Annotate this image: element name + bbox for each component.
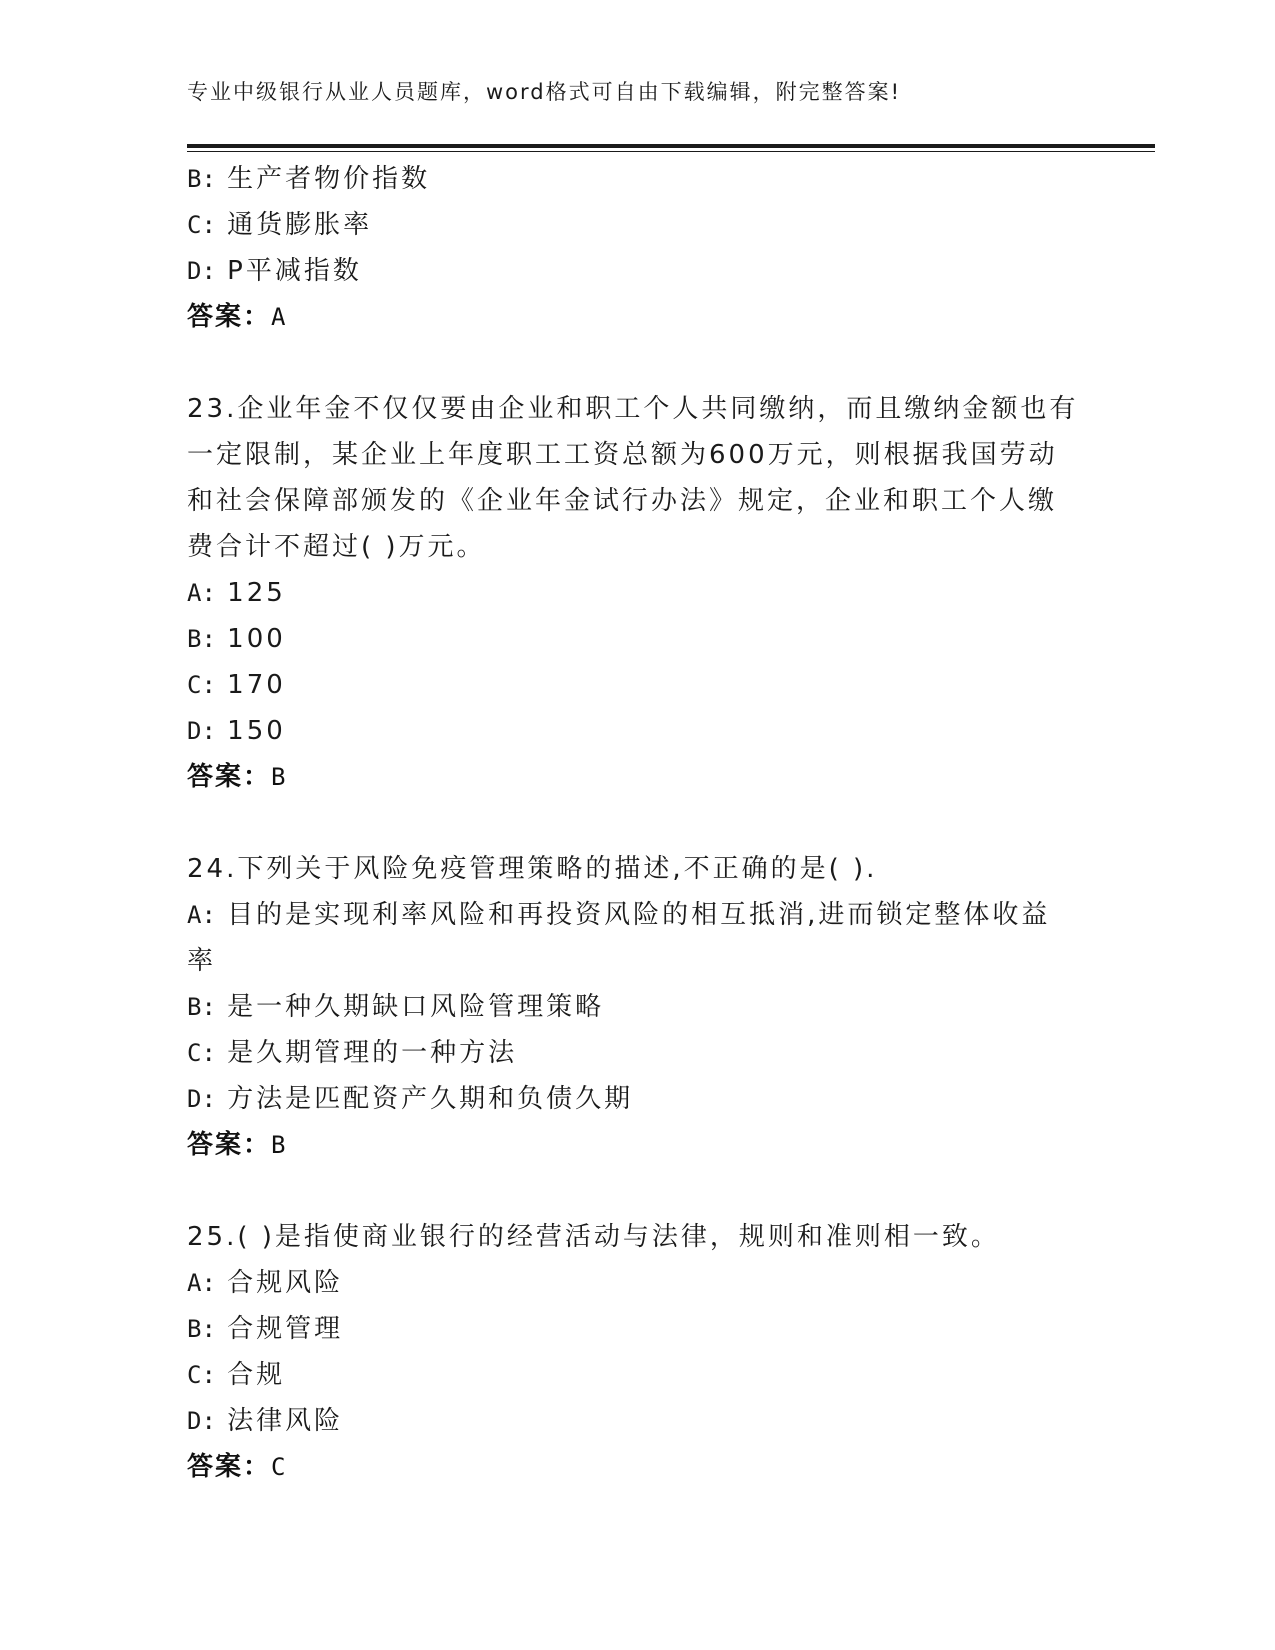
answer-value: C [271,1453,288,1481]
question-25 [187,1214,1067,1490]
answer-value: B [271,763,288,791]
option-text: 生产者物价指数 [227,164,431,194]
spacer [187,1168,1067,1214]
question-text-line: 23.企业年金不仅仅要由企业和职工个人共同缴纳，而且缴纳金额也有 [187,394,1079,424]
option-text: 125 [227,578,286,608]
option-text: P平减指数 [227,256,362,286]
option-prefix: B: [187,625,216,653]
option-prefix: D: [187,1085,216,1113]
answer-line [187,1444,1067,1490]
header-rule-thick [187,144,1155,148]
option-c [187,202,1067,248]
answer-line [187,1122,1067,1168]
option-prefix: B: [187,165,216,193]
option-prefix: B: [187,1315,216,1343]
option-text: 法律风险 [227,1406,344,1436]
option-d [187,1076,1067,1122]
option-c [187,1352,1067,1398]
option-text: 100 [227,624,286,654]
option-text: 150 [227,716,286,746]
option-text: 通货膨胀率 [227,210,373,240]
answer-line [187,294,1067,340]
option-prefix: C: [187,1039,216,1067]
question-24 [187,846,1067,1168]
option-text: 合规 [227,1360,286,1390]
answer-line [187,754,1067,800]
option-b [187,1306,1067,1352]
question-23 [187,386,1079,800]
option-text: 方法是匹配资产久期和负债久期 [227,1084,634,1114]
option-text: 是久期管理的一种方法 [227,1038,518,1068]
page-header: 专业中级银行从业人员题库，word格式可自由下载编辑，附完整答案! [187,80,902,104]
option-prefix: A: [187,901,216,929]
option-c [187,662,1067,708]
question-text-line: 24.下列关于风险免疫管理策略的描述,不正确的是( ). [187,854,878,884]
option-prefix: C: [187,1361,216,1389]
option-prefix: D: [187,717,216,745]
answer-label: 答案： [187,302,272,332]
option-c [187,1030,1067,1076]
option-text: 目的是实现利率风险和再投资风险的相互抵消,进而锁定整体收益 [227,900,1051,930]
option-d [187,1398,1067,1444]
option-a [187,892,1067,938]
option-b [187,156,1067,202]
option-text: 合规风险 [227,1268,344,1298]
option-prefix: B: [187,993,216,1021]
option-d [187,248,1067,294]
document-body [187,156,1079,1490]
option-prefix: D: [187,1407,216,1435]
option-prefix: C: [187,211,216,239]
question-text-line: 一定限制，某企业上年度职工工资总额为600万元，则根据我国劳动 [187,440,1058,470]
spacer [187,340,1067,386]
option-prefix: A: [187,1269,216,1297]
option-prefix: A: [187,579,216,607]
option-a [187,570,1067,616]
option-d [187,708,1067,754]
answer-label: 答案： [187,1130,272,1160]
answer-value: A [271,303,288,331]
option-text: 合规管理 [227,1314,344,1344]
option-text: 170 [227,670,286,700]
answer-value: B [271,1131,288,1159]
spacer [187,800,1067,846]
question-text-line: 和社会保障部颁发的《企业年金试行办法》规定，企业和职工个人缴 [187,486,1058,516]
question-text-line: 25.( )是指使商业银行的经营活动与法律，规则和准则相一致。 [187,1222,1000,1252]
option-b [187,616,1067,662]
option-prefix: C: [187,671,216,699]
continued-question [187,156,1067,340]
answer-label: 答案： [187,1452,272,1482]
option-a [187,1260,1067,1306]
question-text-line: 费合计不超过( )万元。 [187,532,486,562]
option-a-continuation: 率 [187,946,217,976]
option-b [187,984,1067,1030]
answer-label: 答案： [187,762,272,792]
header-rule-thin [187,151,1155,152]
option-prefix: D: [187,257,216,285]
option-text: 是一种久期缺口风险管理策略 [227,992,605,1022]
